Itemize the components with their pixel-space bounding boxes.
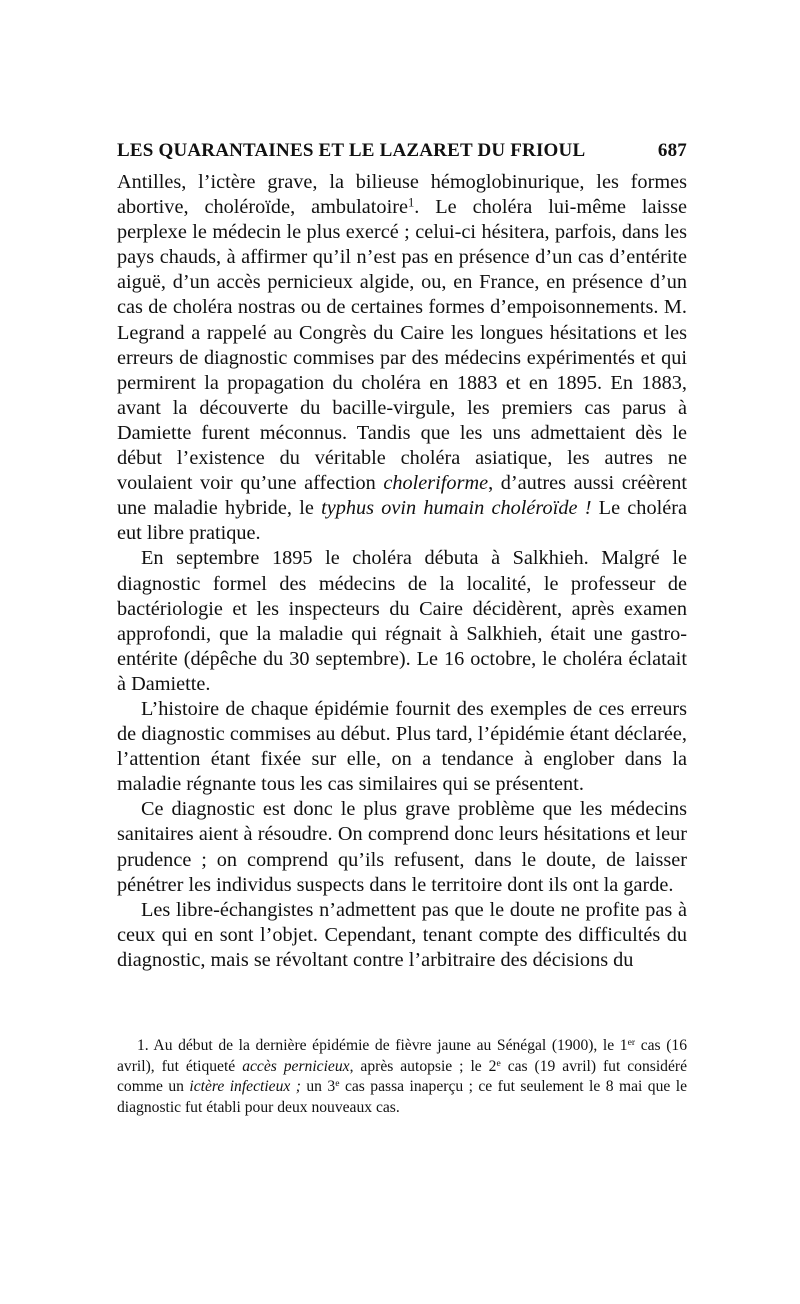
paragraph-4: Ce diagnostic est donc le plus grave problème que les médecins sanitaires aient à résoudre. On comprend donc leurs hésitations et leur prudence ; on comprend qu’ils refusent, dans le doute, de laisser pénétrer les individus suspects dans le territoire dont ils ont la garde. [117,798,687,896]
running-header [117,140,687,162]
paragraph-1-text-d: Le choléra eut libre pratique. [117,497,687,545]
footnote-text-d: cas (19 avril) fut considéré comme un [117,1057,688,1095]
paragraph-1-text-b: . Le choléra lui-même laisse perplexe le médecin le plus exercé ; celui-ci hésitera, parfois, dans les pays chauds, à affirmer qu’il n’est pas en présence d’un cas d’entérite aiguë, d’un accès pernicieux algide, ou, en France, en présence d’un cas de choléra nostras ou de certaines formes d’empoisonnements. M. Legrand a rappelé au Congrès du Caire les longues hésitations et les erreurs de diagnostic commises par des médecins expérimentés et qui permirent la propagation du choléra en 1883 et en 1895. En 1883, avant la découverte du bacille-virgule, les premiers cas parus à Damiette furent méconnus. Tandis que les uns admettaient dès le début l’existence du véritable choléra asiatique, les autres ne voulaient voir qu’une affection [117,196,687,495]
footnote-ref: 1 [407,195,415,210]
footnotes [117,1036,687,1118]
footnote-italic-1: accès pernicieux [242,1057,350,1075]
paragraph-1 [117,170,687,546]
footnote-1 [117,1036,687,1118]
italic-term-typhus: typhus ovin humain choléroïde ! [321,497,592,520]
footnote-text-f: cas passa inaperçu ; ce fut seulement le 8 mai que le diagnostic fut établi pour deux nouveaux cas. [117,1078,687,1116]
footnote-sup-2: e [496,1057,501,1069]
running-title: LES QUARANTAINES ET LE LAZARET DU FRIOUL [117,140,586,161]
page-number: 687 [657,140,687,161]
footnote-text-a: 1. Au début de la dernière épidémie de fièvre jaune au Sénégal (1900), le 1 [137,1037,628,1054]
paragraph-5: Les libre-échangistes n’admettent pas que le doute ne profite pas à ceux qui en sont l’objet. Cependant, tenant compte des difficultés du diagnostic, mais se révoltant contre l’arbitraire des décisions du [117,898,687,971]
paragraph-2: En septembre 1895 le choléra débuta à Salkhieh. Malgré le diagnostic formel des médecins de la localité, le professeur de bactériologie et les inspecteurs du Caire décidèrent, après examen approfondi, que la maladie qui régnait à Salkhieh, était une gastro-entérite (dépêche du 30 septembre). Le 16 octobre, le choléra éclatait à Damiette. [117,547,687,695]
footnote-italic-2: ictère infectieux ; [189,1078,301,1095]
paragraph-1-text-c: , d’autres aussi créèrent une maladie hybride, le [117,472,687,520]
paragraph-3: L’histoire de chaque épidémie fournit des exemples de ces erreurs de diagnostic commises au début. Plus tard, l’épidémie étant déclarée, l’attention étant fixée sur elle, on a tendance à englober dans la maladie régnante tous les cas similaires qui se présentent. [117,697,687,796]
italic-term-choleriforme: choleriforme [383,472,489,495]
footnote-text-e: un 3 [300,1078,336,1095]
footnote-sup-3: e [335,1078,340,1090]
footnote-text-c: , après autopsie ; le 2 [349,1057,497,1075]
paragraph-1-text-a: Antilles, l’ictère grave, la bilieuse hémoglobinurique, les formes abortive, choléroïde, ambulatoire [117,171,687,219]
body-text [117,170,687,973]
footnote-text-b: cas (16 avril), fut étiqueté [117,1037,687,1075]
footnote-sup-1: er [627,1037,636,1049]
